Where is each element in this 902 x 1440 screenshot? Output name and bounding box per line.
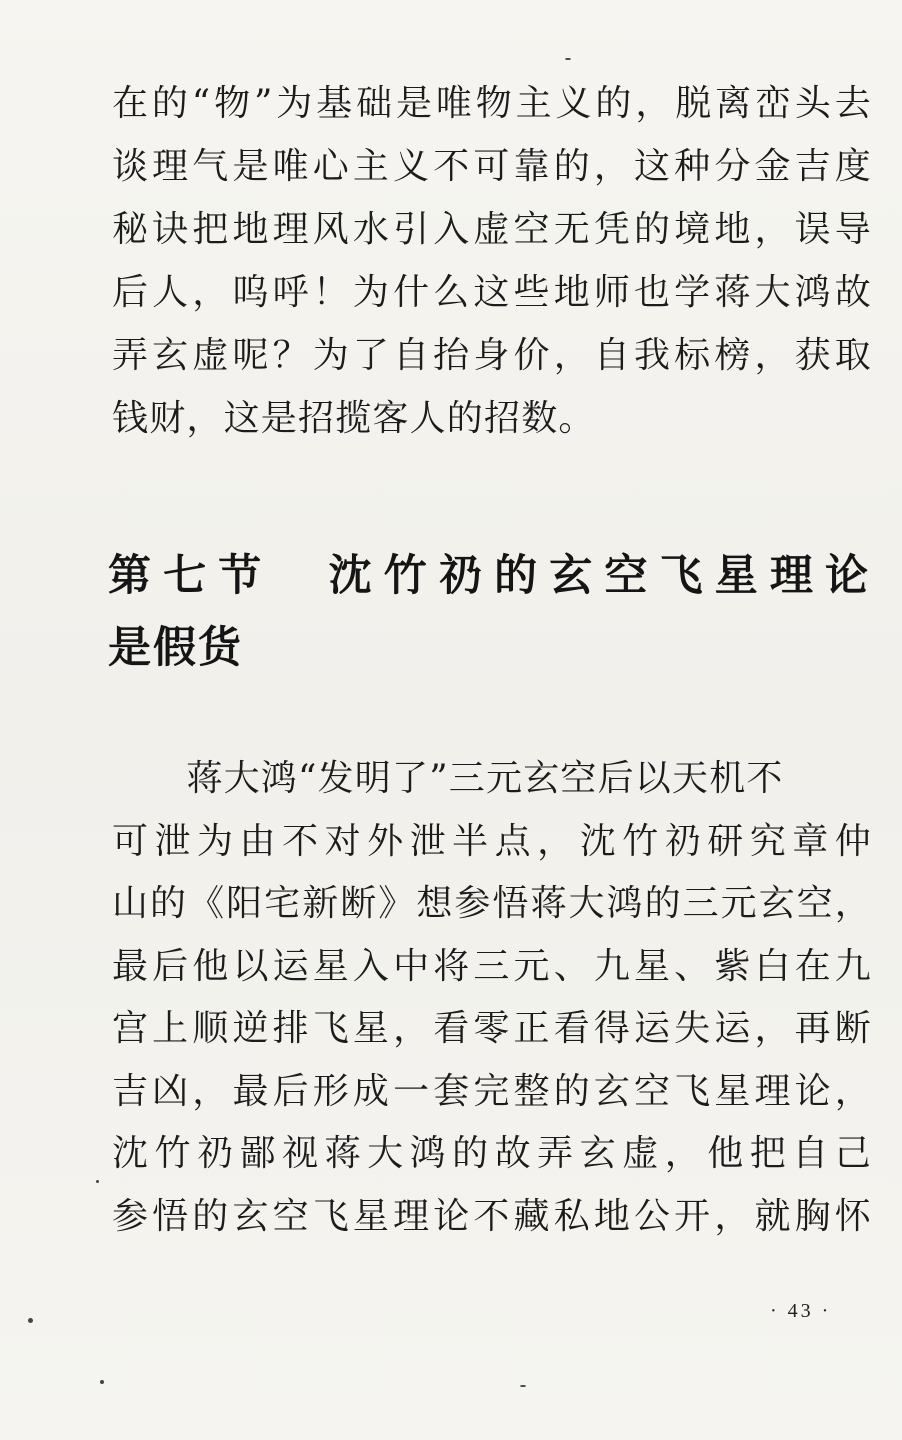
scan-speck (565, 58, 571, 60)
paragraph-continued (112, 72, 882, 450)
text-line: 宫上顺逆排飞星，看零正看得运失运，再断 (112, 1008, 872, 1049)
text-line: 秘诀把地理风水引入虚空无凭的境地，误导 (112, 209, 872, 250)
text-line: 蒋大鸿“发明了”三元玄空后以天机不 (112, 758, 784, 799)
text-line: 参悟的玄空飞星理论不藏私地公开，就胸怀 (112, 1195, 872, 1237)
text-line: 后人，呜呼！为什么这些地师也学蒋大鸿故 (112, 272, 872, 313)
text-line: 吉凶，最后形成一套完整的玄空飞星理论， (112, 1070, 872, 1112)
text-line: 可泄为由不对外泄半点，沈竹礽研究章仲 (112, 820, 872, 862)
section-heading-line: 是假货 (108, 623, 243, 673)
text-line: 钱财，这是招揽客人的招数。 (112, 398, 596, 439)
text-line: 弄玄虚呢？为了自抬身价，自我标榜，获取 (112, 335, 872, 376)
section-heading-line: 第七节 沈竹礽的玄空飞星理论 (108, 551, 870, 601)
page-number: · 43 · (770, 1300, 832, 1322)
scan-speck (100, 1380, 104, 1384)
text-line: 谈理气是唯心主义不可靠的，这种分金吉度 (112, 146, 872, 187)
paragraph-body (112, 748, 882, 1248)
text-line: 最后他以运星入中将三元、九星、紫白在九 (112, 945, 872, 987)
text-line: 沈竹礽鄙视蒋大鸿的故弄玄虚，他把自己 (112, 1133, 872, 1174)
text-line: 在的“物”为基础是唯物主义的，脱离峦头去 (112, 83, 872, 124)
scan-speck (28, 1318, 33, 1323)
section-heading (108, 540, 878, 684)
scan-speck (520, 1385, 526, 1387)
scan-speck (96, 1180, 99, 1183)
text-line: 山的《阳宅新断》想参悟蒋大鸿的三元玄空， (112, 883, 872, 924)
